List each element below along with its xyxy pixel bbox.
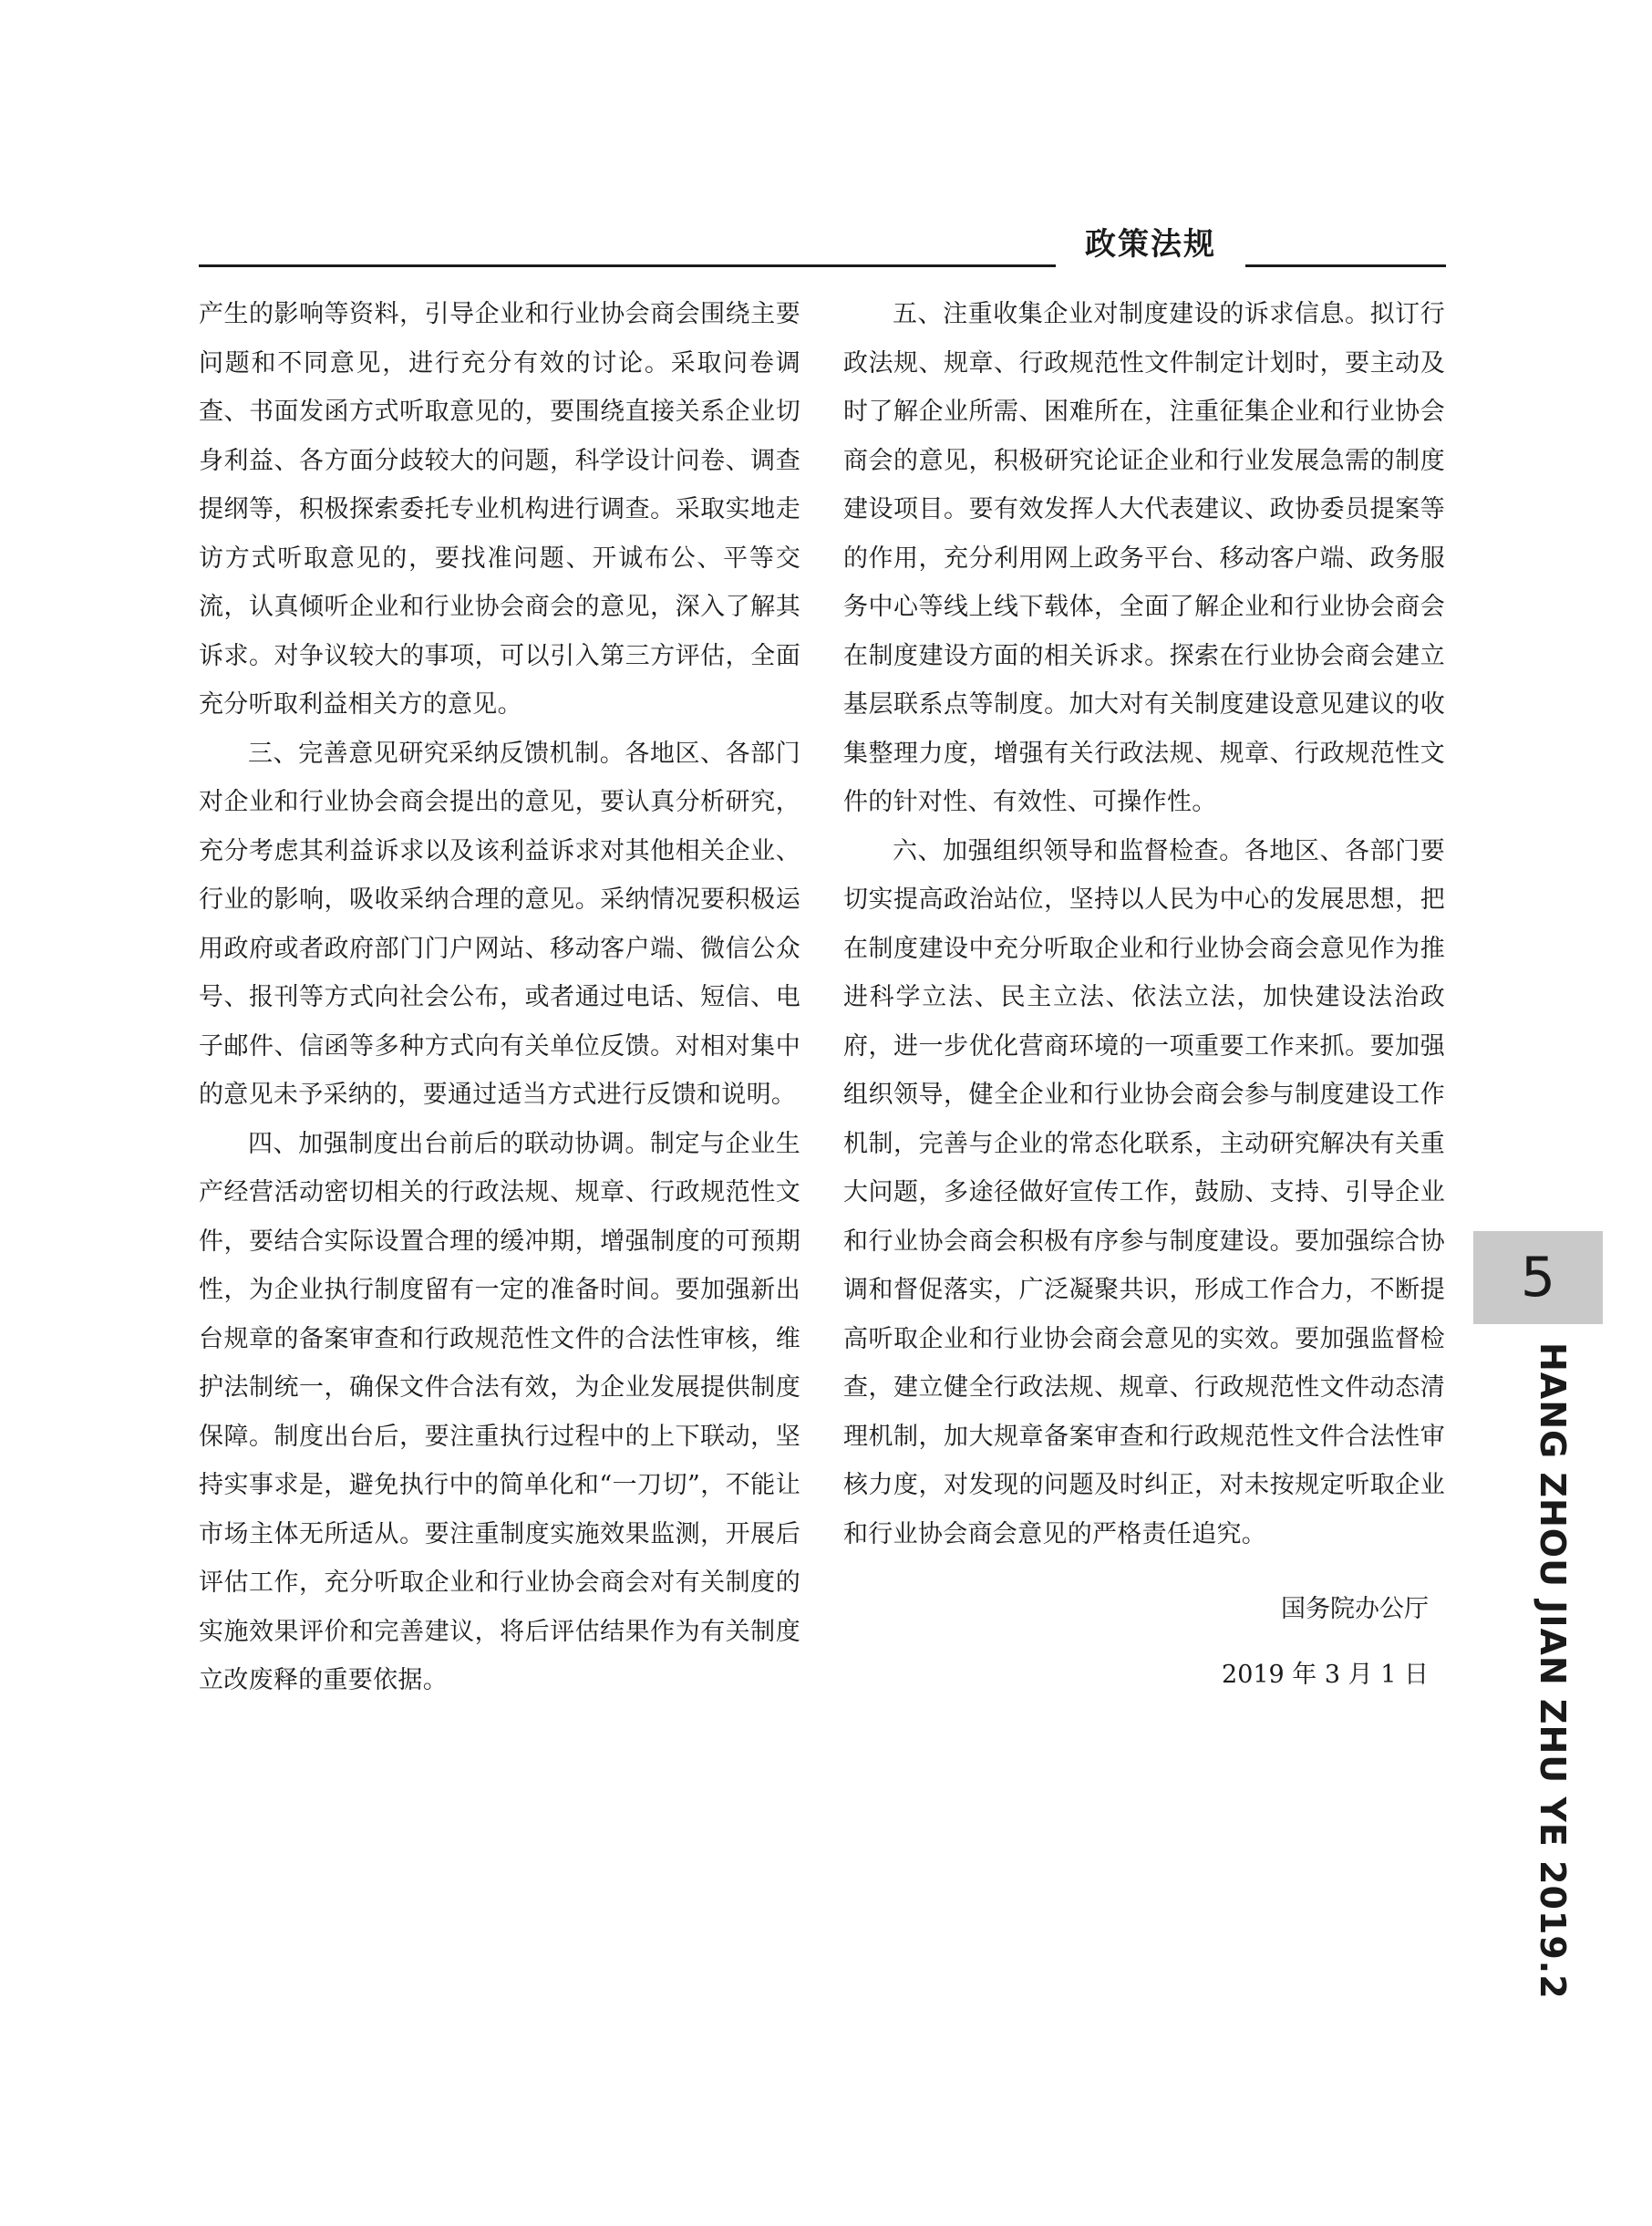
signature-block [843, 1577, 1445, 1708]
paragraph-right-1: 五、注重收集企业对制度建设的诉求信息。拟订行政法规、规章、行政规范性文件制定计划时，要主动及时了解企业所需、困难所在，注重征集企业和行业协会商会的意见，积极研究论证企业和行业发展急需的制度建设项目。要有效发挥人大代表建议、政协委员提案等的作用，充分利用网上政务平台、移动客户端、政务服务中心等线上线下载体，全面了解企业和行业协会商会在制度建设方面的相关诉求。探索在行业协会商会建立基层联系点等制度。加大对有关制度建设意见建议的收集整理力度，增强有关行政法规、规章、行政规范性文件的针对性、有效性、可操作性。 [843, 300, 1445, 816]
paragraph-left-3: 四、加强制度出台前后的联动协调。制定与企业生产经营活动密切相关的行政法规、规章、行政规范性文件，要结合实际设置合理的缓冲期，增强制度的可预期性，为企业执行制度留有一定的准备时间。要加强新出台规章的备案审查和行政规范性文件的合法性审核，维护法制统一，确保文件合法有效，为企业发展提供制度保障。制度出台后，要注重执行过程中的上下联动，坚持实事求是，避免执行中的简单化和“一刀切”，不能让市场主体无所适从。要注重制度实施效果监测，开展后评估工作，充分听取企业和行业协会商会对有关制度的实施效果评价和完善建议，将后评估结果作为有关制度立改废释的重要依据。 [199, 1129, 800, 1694]
header-rule-right [1245, 264, 1446, 267]
paragraph-left-1: 产生的影响等资料，引导企业和行业协会商会围绕主要问题和不同意见，进行充分有效的讨论。采取问卷调查、书面发函方式听取意见的，要围绕直接关系企业切身利益、各方面分歧较大的问题，科学设计问卷、调查提纲等，积极探索委托专业机构进行调查。采取实地走访方式听取意见的，要找准问题、开诚布公、平等交流，认真倾听企业和行业协会商会的意见，深入了解其诉求。对争议较大的事项，可以引入第三方评估，全面充分听取利益相关方的意见。 [199, 300, 800, 719]
page-number-tab [1473, 1231, 1603, 1324]
right-column [843, 290, 1445, 1708]
section-title: 政策法规 [1085, 226, 1216, 263]
signature-date: 2019 年 3 月 1 日 [1222, 1661, 1429, 1689]
paragraph-left-2: 三、完善意见研究采纳反馈机制。各地区、各部门对企业和行业协会商会提出的意见，要认真分析研究，充分考虑其利益诉求以及该利益诉求对其他相关企业、行业的影响，吸收采纳合理的意见。采纳情况要积极运用政府或者政府部门门户网站、移动客户端、微信公众号、报刊等方式向社会公布，或者通过电话、短信、电子邮件、信函等多种方式向有关单位反馈。对相对集中的意见未予采纳的，要通过适当方式进行反馈和说明。 [199, 739, 800, 1109]
header-rule-left [199, 264, 1056, 267]
signature-issuer: 国务院办公厅 [1281, 1595, 1429, 1623]
journal-side-label: HANG ZHOU JIAN ZHU YE 2019.2 [1533, 1342, 1573, 2000]
page-number: 5 [1520, 1246, 1556, 1310]
left-column [199, 290, 800, 1705]
paragraph-right-2: 六、加强组织领导和监督检查。各地区、各部门要切实提高政治站位，坚持以人民为中心的发展思想，把在制度建设中充分听取企业和行业协会商会意见作为推进科学立法、民主立法、依法立法，加快建设法治政府，进一步优化营商环境的一项重要工作来抓。要加强组织领导，健全企业和行业协会商会参与制度建设工作机制，完善与企业的常态化联系，主动研究解决有关重大问题，多途径做好宣传工作，鼓励、支持、引导企业和行业协会商会积极有序参与制度建设。要加强综合协调和督促落实，广泛凝聚共识，形成工作合力，不断提高听取企业和行业协会商会意见的实效。要加强监督检查，建立健全行政法规、规章、行政规范性文件动态清理机制，加大规章备案审查和行政规范性文件合法性审核力度，对发现的问题及时纠正，对未按规定听取企业和行业协会商会意见的严格责任追究。 [843, 836, 1445, 1548]
